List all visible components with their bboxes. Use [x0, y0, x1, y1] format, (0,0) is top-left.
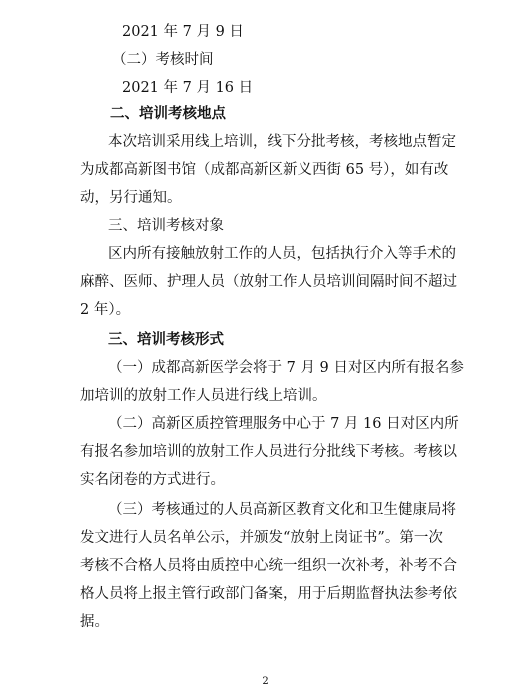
paragraph-line: 2 年）。 — [80, 302, 131, 318]
date-line-2: 2021 年 7 月 16 日 — [122, 80, 254, 96]
paragraph-line: 有报名参加培训的放射工作人员进行分批线下考核。考核以 — [80, 444, 457, 460]
heading-exam-location: 二、培训考核地点 — [110, 105, 226, 122]
paragraph-line: 为成都高新图书馆（成都高新区新义西街 65 号），如有改 — [80, 162, 449, 178]
paragraph-line: 据。 — [80, 614, 109, 630]
heading-exam-target: 三、培训考核对象 — [108, 218, 224, 234]
paragraph-line: 区内所有接触放射工作的人员，包括执行介入等手术的 — [108, 246, 456, 262]
paragraph-line: （二）高新区质控管理服务中心于 7 月 16 日对区内所 — [108, 416, 459, 432]
paragraph-line: 本次培训采用线上培训，线下分批考核，考核地点暂定 — [108, 134, 456, 150]
page-number: 2 — [262, 676, 269, 687]
heading-exam-format: 三、培训考核形式 — [108, 331, 224, 348]
paragraph-line: 加培训的放射工作人员进行线上培训。 — [80, 388, 327, 404]
paragraph-line: 考核不合格人员将由质控中心统一组织一次补考，补考不合 — [80, 558, 457, 574]
date-line-1: 2021 年 7 月 9 日 — [122, 24, 244, 40]
subheading-exam-time: （二）考核时间 — [112, 52, 214, 68]
paragraph-line: 发文进行人员名单公示，并颁发“放射上岗证书”。第一次 — [80, 530, 443, 546]
paragraph-line: 动，另行通知。 — [80, 190, 182, 206]
paragraph-line: （一）成都高新医学会将于 7 月 9 日对区内所有报名参 — [108, 360, 464, 376]
paragraph-line: 麻醉、医师、护理人员（放射工作人员培训间隔时间不超过 — [80, 274, 457, 290]
paragraph-line: （三）考核通过的人员高新区教育文化和卫生健康局将 — [108, 502, 456, 518]
paragraph-line: 格人员将上报主管行政部门备案，用于后期监督执法参考依 — [80, 586, 457, 602]
paragraph-line: 实名闭卷的方式进行。 — [80, 472, 225, 488]
